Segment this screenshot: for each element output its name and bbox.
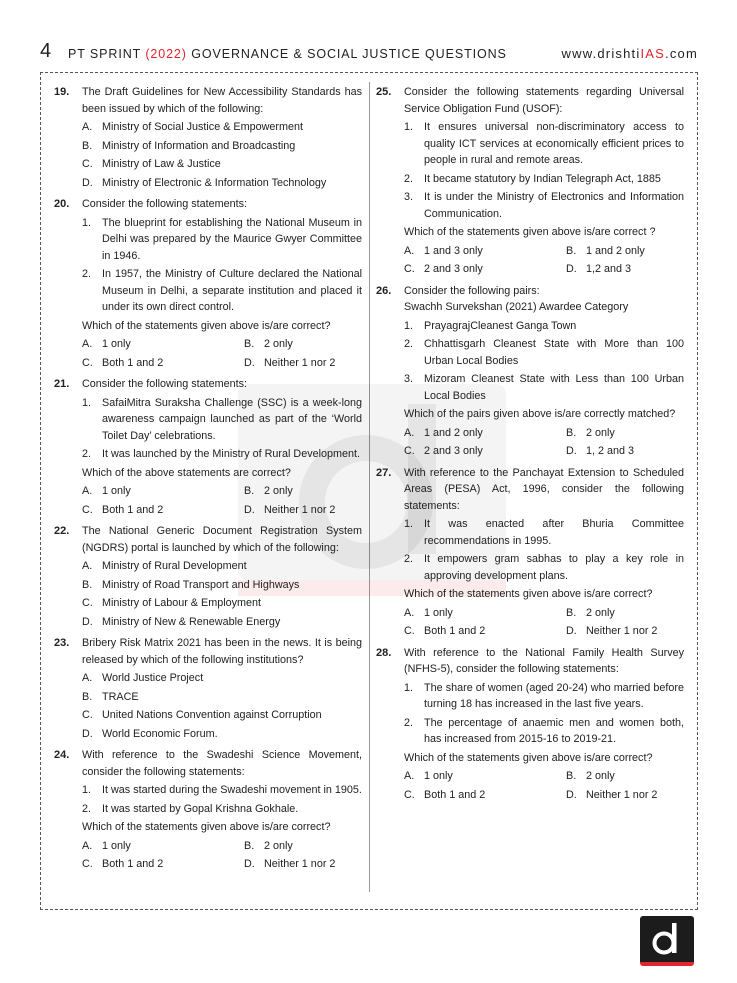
question-number: 26. xyxy=(376,284,392,297)
page-title xyxy=(68,47,507,61)
question-prompt: Which of the above statements are correct? xyxy=(82,466,291,479)
option-d: D. Neither 1 nor 2 xyxy=(244,356,336,369)
question-19 xyxy=(54,84,362,191)
option-b: B. Ministry of Road Transport and Highways xyxy=(82,578,300,591)
statement-2: 2. It was started by Gopal Krishna Gokhale. xyxy=(82,802,299,815)
question-number: 25. xyxy=(376,86,392,98)
pair-2: 2. Chhattisgarh Cleanest State with More than 100 Urban Local Bodies xyxy=(404,338,684,367)
option-a: A. Ministry of Social Justice & Empowerment xyxy=(82,121,304,133)
title-year: (2022) xyxy=(145,47,187,61)
statement-1: 1. It was started during the Swadeshi movement in 1905. xyxy=(82,784,362,796)
question-25 xyxy=(376,84,684,278)
left-column xyxy=(54,84,362,878)
question-prompt: Which of the statements given above is/are correct ? xyxy=(404,226,656,238)
statement-2: 2. The percentage of anaemic men and women both, has increased from 2015-16 to 2019-21. xyxy=(404,716,684,745)
question-27 xyxy=(376,465,684,640)
option-a: A. 1 and 3 only xyxy=(404,244,483,257)
option-b: B. 2 only xyxy=(244,338,293,350)
question-number: 21. xyxy=(54,378,70,390)
title-suffix: GOVERNANCE & SOCIAL JUSTICE QUESTIONS xyxy=(191,47,507,61)
option-b: B. 2 only xyxy=(244,485,293,497)
option-c: C. 2 and 3 only xyxy=(404,263,483,275)
statement-3: 3. It is under the Ministry of Electronics and Information Communication. xyxy=(404,191,684,220)
question-21 xyxy=(54,376,362,518)
option-c: C. Ministry of Labour & Employment xyxy=(82,597,262,609)
option-a: A. 1 and 2 only xyxy=(404,426,483,439)
option-a: A. Ministry of Rural Development xyxy=(82,560,247,572)
statement-1: 1. It ensures universal non-discriminatory access to quality ICT services at economically efficient prices to people in rural and remote areas. xyxy=(404,121,684,166)
question-text: The National Generic Document Registration System (NGDRS) portal is launched by which of the following: xyxy=(82,525,362,554)
statement-1: 1. It was enacted after Bhuria Committee recommendations in 1995. xyxy=(404,518,684,547)
option-d: D. Ministry of Electronic & Information Technology xyxy=(82,176,327,189)
page-header xyxy=(40,42,698,66)
statement-1: 1. The blueprint for establishing the National Museum in Delhi was prepared by the Maurice Gwyer Committee in 1946. xyxy=(82,216,362,262)
question-23 xyxy=(54,635,362,742)
question-prompt: Which of the pairs given above is/are correctly matched? xyxy=(404,408,676,420)
question-28 xyxy=(376,645,684,804)
option-b: B. 2 only xyxy=(244,839,293,852)
option-b: B. 2 only xyxy=(566,770,615,782)
question-20 xyxy=(54,196,362,371)
option-d: D. Neither 1 nor 2 xyxy=(566,788,658,801)
question-number: 19. xyxy=(54,86,70,98)
question-prompt: Which of the statements given above is/are correct? xyxy=(404,588,653,600)
statement-2: 2. It was launched by the Ministry of Rural Development. xyxy=(82,448,361,460)
option-c: C. Both 1 and 2 xyxy=(82,503,164,516)
option-a: A. World Justice Project xyxy=(82,672,204,684)
question-text: With reference to the Swadeshi Science Movement, consider the following statements: xyxy=(82,749,362,778)
question-prompt: Which of the statements given above is/are correct? xyxy=(404,751,653,764)
statement-2: 2. It became statutory by Indian Telegraph Act, 1885 xyxy=(404,172,661,185)
question-text: The Draft Guidelines for New Accessibility Standards has been issued by which of the following: xyxy=(82,86,362,115)
option-c: C. Both 1 and 2 xyxy=(404,788,486,801)
option-c: C. United Nations Convention against Corruption xyxy=(82,709,322,721)
question-number: 20. xyxy=(54,198,70,210)
option-a: A. 1 only xyxy=(404,606,453,619)
question-text: Consider the following pairs: xyxy=(404,284,540,297)
statement-1: 1. The share of women (aged 20-24) who married before turning 18 has increased in the last five years. xyxy=(404,681,684,710)
question-number: 22. xyxy=(54,525,70,537)
option-c: C. Both 1 and 2 xyxy=(82,858,164,870)
option-c: C. 2 and 3 only xyxy=(404,445,483,457)
right-column xyxy=(376,84,684,808)
option-d: D. Neither 1 nor 2 xyxy=(244,503,336,516)
site-brand: IAS xyxy=(640,46,666,61)
option-b: B. TRACE xyxy=(82,690,139,703)
option-a: A. 1 only xyxy=(82,338,131,350)
question-number: 27. xyxy=(376,466,392,479)
question-text: Bribery Risk Matrix 2021 has been in the news. It is being released by which of the following institutions? xyxy=(82,637,362,666)
question-prompt: Which of the statements given above is/are correct? xyxy=(82,319,331,332)
option-b: B. Ministry of Information and Broadcasting xyxy=(82,139,296,152)
question-text: With reference to the National Family Health Survey (NFHS-5), consider the following statements: xyxy=(404,646,684,675)
site-prefix: www.drishti xyxy=(561,46,641,61)
question-22 xyxy=(54,523,362,630)
question-24 xyxy=(54,747,362,873)
option-d: D. Neither 1 nor 2 xyxy=(244,858,336,870)
pair-3: 3. Mizoram Cleanest State with Less than 100 Urban Local Bodies xyxy=(404,373,684,402)
option-c: C. Both 1 and 2 xyxy=(404,625,486,637)
statement-2: 2. In 1957, the Ministry of Culture declared the National Museum in Delhi, a separate institution and placed it under its own direct control. xyxy=(82,268,362,313)
pairs-heading: Swachh Survekshan (2021) Awardee Category xyxy=(404,301,629,313)
question-prompt: Which of the statements given above is/are correct? xyxy=(82,821,331,833)
option-d: D. World Economic Forum. xyxy=(82,727,218,740)
option-d: D. 1, 2 and 3 xyxy=(566,445,635,457)
question-text: Consider the following statements: xyxy=(82,378,248,390)
option-b: B. 2 only xyxy=(566,426,615,439)
statement-1: 1. SafaiMitra Suraksha Challenge (SSC) is a week-long awareness campaign launched as part of the ‘World Toilet Day’ celebrations. xyxy=(82,396,362,442)
option-d: D. 1,2 and 3 xyxy=(566,263,632,275)
page-number: 4 xyxy=(40,40,52,62)
question-text: Consider the following statements: xyxy=(82,198,248,210)
option-b: B. 1 and 2 only xyxy=(566,244,645,257)
site-suffix: .com xyxy=(665,46,698,61)
option-c: C. Both 1 and 2 xyxy=(82,356,164,369)
question-26 xyxy=(376,283,684,460)
statement-2: 2. It empowers gram sabhas to play a key role in approving development plans. xyxy=(404,553,684,582)
drishti-d-logo-icon xyxy=(640,916,694,966)
title-prefix: PT SPRINT xyxy=(68,47,141,61)
option-a: A. 1 only xyxy=(82,485,131,497)
option-a: A. 1 only xyxy=(82,839,131,852)
site-url xyxy=(562,46,698,61)
question-number: 28. xyxy=(376,646,392,659)
option-d: D. Neither 1 nor 2 xyxy=(566,625,658,637)
option-c: C. Ministry of Law & Justice xyxy=(82,158,221,170)
option-d: D. Ministry of New & Renewable Energy xyxy=(82,615,281,628)
question-text: Consider the following statements regarding Universal Service Obligation Fund (USOF): xyxy=(404,86,684,115)
pair-1: 1. PrayagrajCleanest Ganga Town xyxy=(404,319,577,332)
option-a: A. 1 only xyxy=(404,770,453,782)
question-number: 24. xyxy=(54,749,70,761)
option-b: B. 2 only xyxy=(566,606,615,619)
question-number: 23. xyxy=(54,637,70,649)
question-text: With reference to the Panchayat Extension to Scheduled Areas (PESA) Act, 1996, consider the following statements: xyxy=(404,466,684,512)
